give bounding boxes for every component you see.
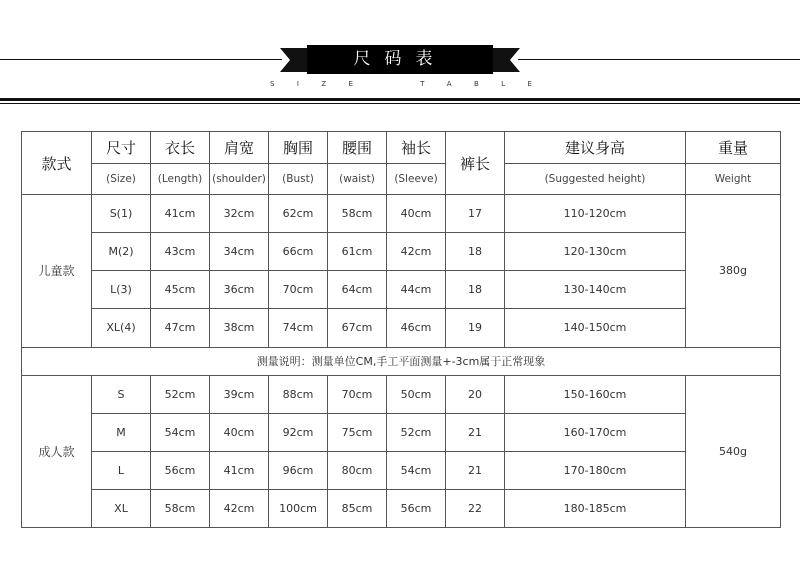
cell-height: 170-180cm [505, 451, 686, 489]
header-size: 尺寸 [92, 132, 151, 164]
header-left-line [0, 59, 282, 60]
cell-waist: 70cm [328, 375, 387, 413]
ribbon-left-icon [280, 48, 308, 72]
table-row [22, 451, 781, 489]
cell-sleeve: 40cm [387, 195, 446, 233]
header-sleeve-en: (Sleeve) [387, 164, 446, 195]
table-row [22, 195, 781, 233]
table-row [22, 233, 781, 271]
cell-pants: 21 [446, 413, 505, 451]
header-waist-en: (waist) [328, 164, 387, 195]
header-bust-en: (Bust) [269, 164, 328, 195]
cell-height: 130-140cm [505, 271, 686, 309]
cell-pants: 19 [446, 309, 505, 347]
subtitle-letter: T [420, 80, 425, 88]
cell-shoulder: 42cm [210, 489, 269, 527]
note-row [22, 347, 781, 375]
subtitle-letter: S [270, 80, 275, 88]
cell-length: 45cm [151, 271, 210, 309]
header-bust: 胸围 [269, 132, 328, 164]
subtitle-letter: I [296, 80, 299, 88]
header-row-cn [22, 132, 781, 164]
table-row [22, 271, 781, 309]
cell-sleeve: 54cm [387, 451, 446, 489]
cell-bust: 70cm [269, 271, 328, 309]
cell-bust: 96cm [269, 451, 328, 489]
cell-waist: 85cm [328, 489, 387, 527]
cell-size: XL(4) [92, 309, 151, 347]
header-weight-en: Weight [686, 164, 781, 195]
cell-length: 58cm [151, 489, 210, 527]
cell-bust: 88cm [269, 375, 328, 413]
cell-length: 47cm [151, 309, 210, 347]
cell-size: L(3) [92, 271, 151, 309]
subtitle-letter: E [348, 80, 353, 88]
header-pants: 裤长 [446, 132, 505, 195]
table-row [22, 489, 781, 527]
cell-shoulder: 40cm [210, 413, 269, 451]
header-style: 款式 [22, 132, 92, 195]
cell-sleeve: 42cm [387, 233, 446, 271]
cell-shoulder: 32cm [210, 195, 269, 233]
cell-bust: 100cm [269, 489, 328, 527]
cell-sleeve: 56cm [387, 489, 446, 527]
cell-length: 43cm [151, 233, 210, 271]
cell-size: S [92, 375, 151, 413]
ribbon-right-icon [492, 48, 520, 72]
cell-height: 120-130cm [505, 233, 686, 271]
header-row-en [22, 164, 781, 195]
cell-sleeve: 46cm [387, 309, 446, 347]
cell-weight-adults: 540g [686, 375, 781, 527]
header-shoulder-en: (shoulder) [210, 164, 269, 195]
header-waist: 腰围 [328, 132, 387, 164]
divider-thin [0, 103, 800, 104]
cell-shoulder: 34cm [210, 233, 269, 271]
subtitle-letter: L [501, 80, 506, 88]
category-adults: 成人款 [22, 375, 92, 527]
cell-waist: 80cm [328, 451, 387, 489]
cell-waist: 61cm [328, 233, 387, 271]
divider-thick [0, 98, 800, 101]
cell-waist: 58cm [328, 195, 387, 233]
cell-sleeve: 44cm [387, 271, 446, 309]
cell-height: 110-120cm [505, 195, 686, 233]
subtitle-size-table [270, 80, 532, 92]
cell-pants: 18 [446, 271, 505, 309]
category-children: 儿童款 [22, 195, 92, 347]
cell-length: 41cm [151, 195, 210, 233]
cell-height: 150-160cm [505, 375, 686, 413]
subtitle-letter: E [527, 80, 532, 88]
cell-bust: 74cm [269, 309, 328, 347]
cell-size: S(1) [92, 195, 151, 233]
header-length: 衣长 [151, 132, 210, 164]
cell-shoulder: 36cm [210, 271, 269, 309]
cell-waist: 64cm [328, 271, 387, 309]
cell-size: M [92, 413, 151, 451]
cell-height: 140-150cm [505, 309, 686, 347]
cell-size: L [92, 451, 151, 489]
cell-pants: 18 [446, 233, 505, 271]
subtitle-letter: B [473, 80, 479, 88]
cell-sleeve: 52cm [387, 413, 446, 451]
header-sleeve: 袖长 [387, 132, 446, 164]
header-height: 建议身高 [505, 132, 686, 164]
header-height-en: (Suggested height) [505, 164, 686, 195]
page-title: 尺码表 [307, 45, 493, 74]
cell-weight-children: 380g [686, 195, 781, 347]
measurement-note: 测量说明：测量单位CM,手工平面测量+-3cm属于正常现象 [22, 347, 781, 375]
cell-size: XL [92, 489, 151, 527]
table-row [22, 375, 781, 413]
cell-pants: 17 [446, 195, 505, 233]
cell-bust: 62cm [269, 195, 328, 233]
cell-length: 52cm [151, 375, 210, 413]
cell-waist: 75cm [328, 413, 387, 451]
header-weight: 重量 [686, 132, 781, 164]
cell-bust: 92cm [269, 413, 328, 451]
cell-pants: 22 [446, 489, 505, 527]
cell-pants: 21 [446, 451, 505, 489]
cell-bust: 66cm [269, 233, 328, 271]
cell-pants: 20 [446, 375, 505, 413]
subtitle-letter: Z [321, 80, 327, 88]
table-row [22, 413, 781, 451]
subtitle-letter: A [446, 80, 452, 88]
header-right-line [518, 59, 800, 60]
cell-shoulder: 41cm [210, 451, 269, 489]
header-shoulder: 肩宽 [210, 132, 269, 164]
cell-length: 54cm [151, 413, 210, 451]
cell-shoulder: 39cm [210, 375, 269, 413]
cell-height: 180-185cm [505, 489, 686, 527]
table-row [22, 309, 781, 347]
cell-waist: 67cm [328, 309, 387, 347]
size-table [21, 131, 781, 528]
cell-sleeve: 50cm [387, 375, 446, 413]
header-size-en: (Size) [92, 164, 151, 195]
cell-height: 160-170cm [505, 413, 686, 451]
cell-size: M(2) [92, 233, 151, 271]
cell-length: 56cm [151, 451, 210, 489]
cell-shoulder: 38cm [210, 309, 269, 347]
header-length-en: (Length) [151, 164, 210, 195]
